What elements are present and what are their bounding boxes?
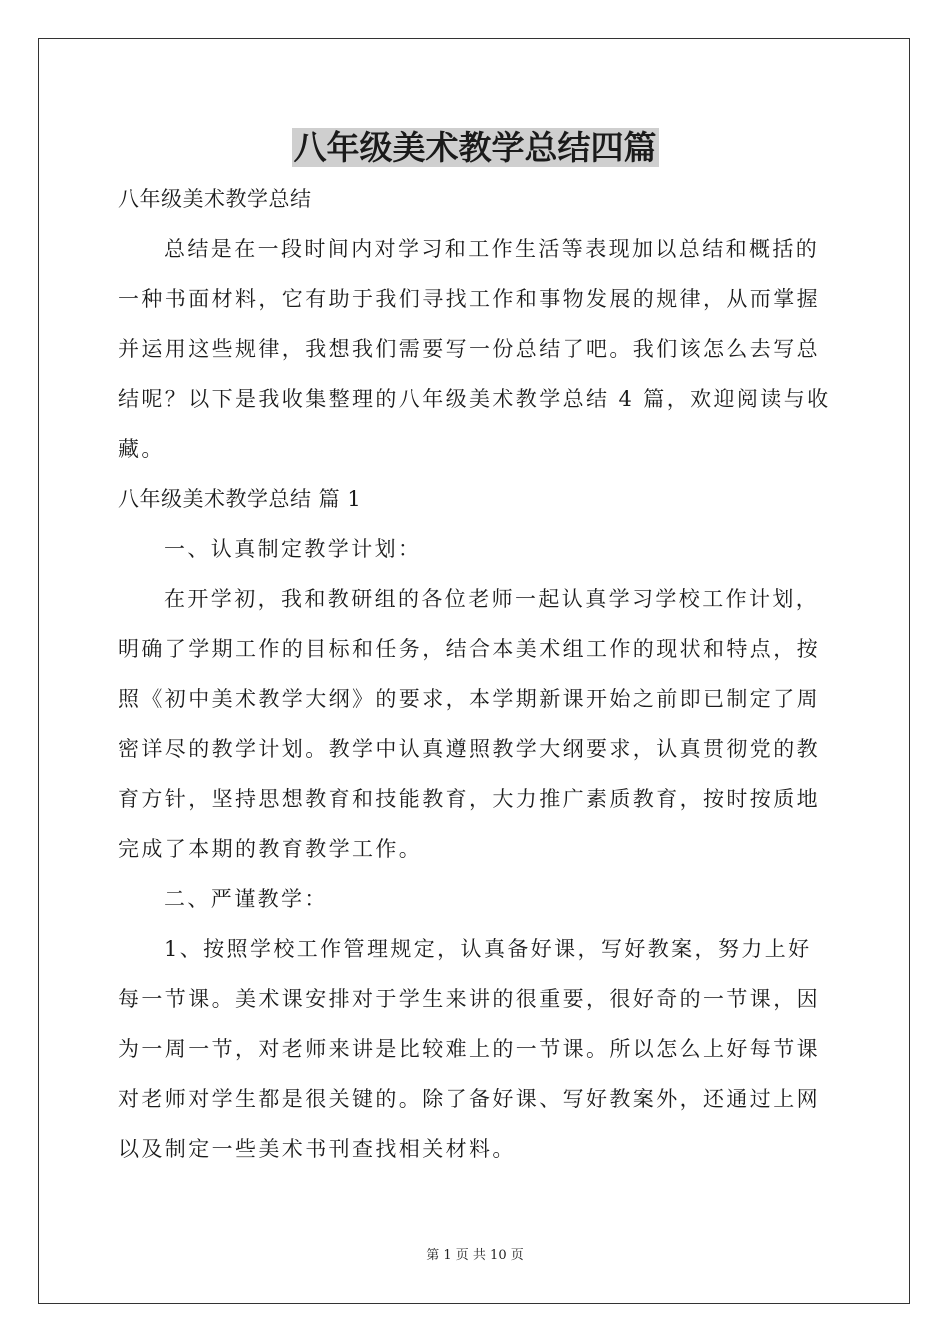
paragraph-line: 总结是在一段时间内对学习和工作生活等表现加以总结和概括的 (164, 237, 820, 261)
paragraph-line: 完成了本期的教育教学工作。 (118, 837, 423, 861)
paragraph-line: 藏。 (118, 437, 165, 461)
paragraph-line: 在开学初，我和教研组的各位老师一起认真学习学校工作计划， (164, 587, 820, 611)
subsection-heading: 二、严谨教学： (164, 887, 328, 911)
paragraph-line: 育方针，坚持思想教育和技能教育，大力推广素质教育，按时按质地 (118, 787, 820, 811)
subsection-heading: 一、认真制定教学计划： (164, 537, 422, 561)
paragraph-line: 以及制定一些美术书刊查找相关材料。 (118, 1137, 516, 1161)
paragraph-line: 一种书面材料，它有助于我们寻找工作和事物发展的规律，从而掌握 (118, 287, 820, 311)
section-heading: 八年级美术教学总结 (118, 187, 312, 211)
page-footer (0, 1246, 950, 1266)
paragraph-line: 1、按照学校工作管理规定，认真备好课，写好教案，努力上好 (164, 937, 812, 961)
paragraph-line: 并运用这些规律，我想我们需要写一份总结了吧。我们该怎么去写总 (118, 337, 820, 361)
section-heading: 八年级美术教学总结 篇 1 (118, 487, 362, 511)
paragraph-line: 为一周一节，对老师来讲是比较难上的一节课。所以怎么上好每节课 (118, 1037, 820, 1061)
paragraph-line: 对老师对学生都是很关键的。除了备好课、写好教案外，还通过上网 (118, 1087, 820, 1111)
paragraph-line: 密详尽的教学计划。教学中认真遵照教学大纲要求，认真贯彻党的教 (118, 737, 820, 761)
paragraph-line: 照《初中美术教学大纲》的要求，本学期新课开始之前即已制定了周 (118, 687, 820, 711)
paragraph-line: 结呢？以下是我收集整理的八年级美术教学总结 4 篇，欢迎阅读与收 (118, 387, 831, 411)
paragraph-line: 明确了学期工作的目标和任务，结合本美术组工作的现状和特点，按 (118, 637, 820, 661)
document-title (0, 126, 950, 170)
page-number: 第 1 页 共 10 页 (426, 1248, 524, 1263)
document-title-text: 八年级美术教学总结四篇 (293, 128, 657, 167)
paragraph-line: 每一节课。美术课安排对于学生来讲的很重要，很好奇的一节课，因 (118, 987, 820, 1011)
document-body (118, 174, 834, 1174)
